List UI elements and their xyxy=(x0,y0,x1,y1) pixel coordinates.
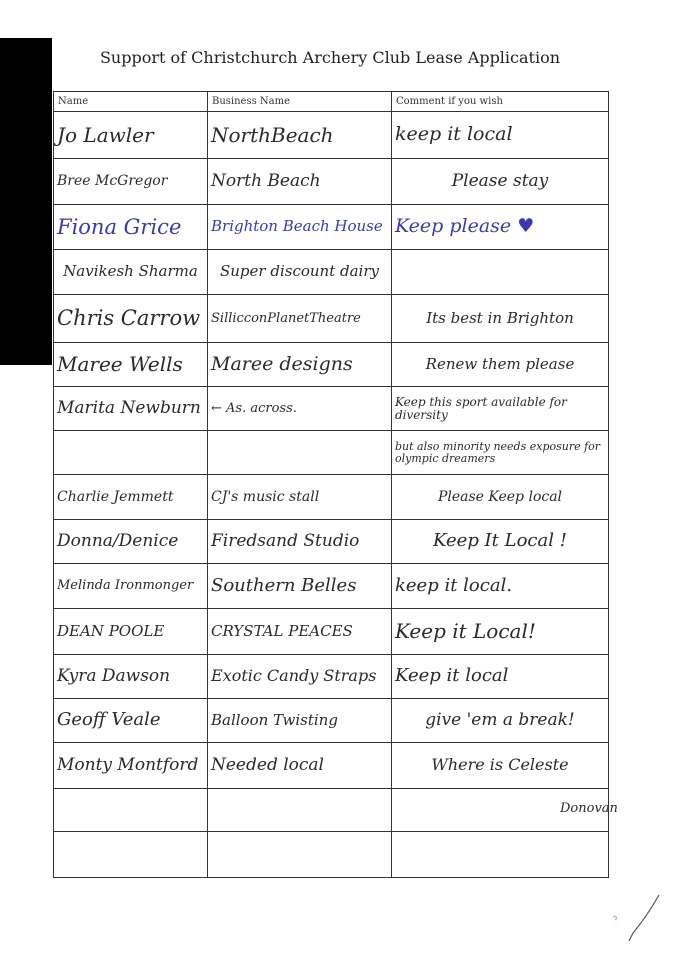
cell-business: CRYSTAL PEACES xyxy=(208,609,392,655)
signature-table xyxy=(53,91,609,878)
cell-comment xyxy=(392,832,609,878)
cell-comment: Please Keep local xyxy=(392,475,609,520)
table-row xyxy=(54,655,609,699)
cell-comment: Keep it local xyxy=(392,655,609,699)
header-comment: Comment if you wish xyxy=(392,92,609,112)
cell-name: Donna/Denice xyxy=(54,520,208,564)
cell-name xyxy=(54,431,208,475)
cell-business: Southern Belles xyxy=(208,564,392,609)
cell-name: Fiona Grice xyxy=(54,205,208,250)
cell-name: Maree Wells xyxy=(54,343,208,387)
cell-name: Charlie Jemmett xyxy=(54,475,208,520)
table-row xyxy=(54,343,609,387)
cell-comment: give 'em a break! xyxy=(392,699,609,743)
header-row xyxy=(54,92,609,112)
cell-name: Navikesh Sharma xyxy=(54,250,208,295)
cell-name: Melinda Ironmonger xyxy=(54,564,208,609)
table-row xyxy=(54,699,609,743)
cell-comment: Please stay xyxy=(392,159,609,205)
table-row xyxy=(54,743,609,789)
cell-business: Firedsand Studio xyxy=(208,520,392,564)
page-title: Support of Christchurch Archery Club Lease Application xyxy=(99,48,561,67)
cell-business: CJ's music stall xyxy=(208,475,392,520)
table-row xyxy=(54,832,609,878)
cell-name: DEAN POOLE xyxy=(54,609,208,655)
table-row xyxy=(54,159,609,205)
cell-business: ← As. across. xyxy=(208,387,392,431)
cell-comment: keep it local xyxy=(392,112,609,159)
cell-business xyxy=(208,832,392,878)
cell-business: NorthBeach xyxy=(208,112,392,159)
cell-name: Chris Carrow xyxy=(54,295,208,343)
header-business-name: Business Name xyxy=(208,92,392,112)
cell-comment: Keep It Local ! xyxy=(392,520,609,564)
table-row xyxy=(54,250,609,295)
table-row xyxy=(54,387,609,431)
cell-comment: Keep please ♥ xyxy=(392,205,609,250)
cell-business: Balloon Twisting xyxy=(208,699,392,743)
cell-business xyxy=(208,789,392,832)
table-row xyxy=(54,609,609,655)
cell-business: Exotic Candy Straps xyxy=(208,655,392,699)
cell-name: Kyra Dawson xyxy=(54,655,208,699)
table-row xyxy=(54,112,609,159)
table-row xyxy=(54,295,609,343)
cell-business: SillicconPlanetTheatre xyxy=(208,295,392,343)
table-row xyxy=(54,205,609,250)
cell-business: Super discount dairy xyxy=(208,250,392,295)
scan-redaction-bar xyxy=(0,38,52,365)
cell-name: Geoff Veale xyxy=(54,699,208,743)
cell-business xyxy=(208,431,392,475)
header-name: Name xyxy=(54,92,208,112)
cell-business: North Beach xyxy=(208,159,392,205)
cell-comment: Renew them please xyxy=(392,343,609,387)
cell-name xyxy=(54,789,208,832)
table-row xyxy=(54,520,609,564)
cell-comment: keep it local. xyxy=(392,564,609,609)
cell-comment: Its best in Brighton xyxy=(392,295,609,343)
cell-business: Brighton Beach House xyxy=(208,205,392,250)
pen-stroke-mark xyxy=(607,887,667,947)
cell-comment xyxy=(392,250,609,295)
cell-name: Jo Lawler xyxy=(54,112,208,159)
cell-business: Needed local xyxy=(208,743,392,789)
cell-comment: Keep it Local! xyxy=(392,609,609,655)
cell-name: Marita Newburn xyxy=(54,387,208,431)
cell-name xyxy=(54,832,208,878)
table-row xyxy=(54,789,609,832)
overflow-note: Donovan xyxy=(560,801,618,816)
cell-name: Bree McGregor xyxy=(54,159,208,205)
table-row xyxy=(54,564,609,609)
cell-comment: Keep this sport available for diversity xyxy=(392,387,609,431)
table-row xyxy=(54,475,609,520)
table-row xyxy=(54,431,609,475)
cell-name: Monty Montford xyxy=(54,743,208,789)
cell-business: Maree designs xyxy=(208,343,392,387)
cell-comment: Where is Celeste xyxy=(392,743,609,789)
cell-comment: but also minority needs exposure for olympic dreamers xyxy=(392,431,609,475)
